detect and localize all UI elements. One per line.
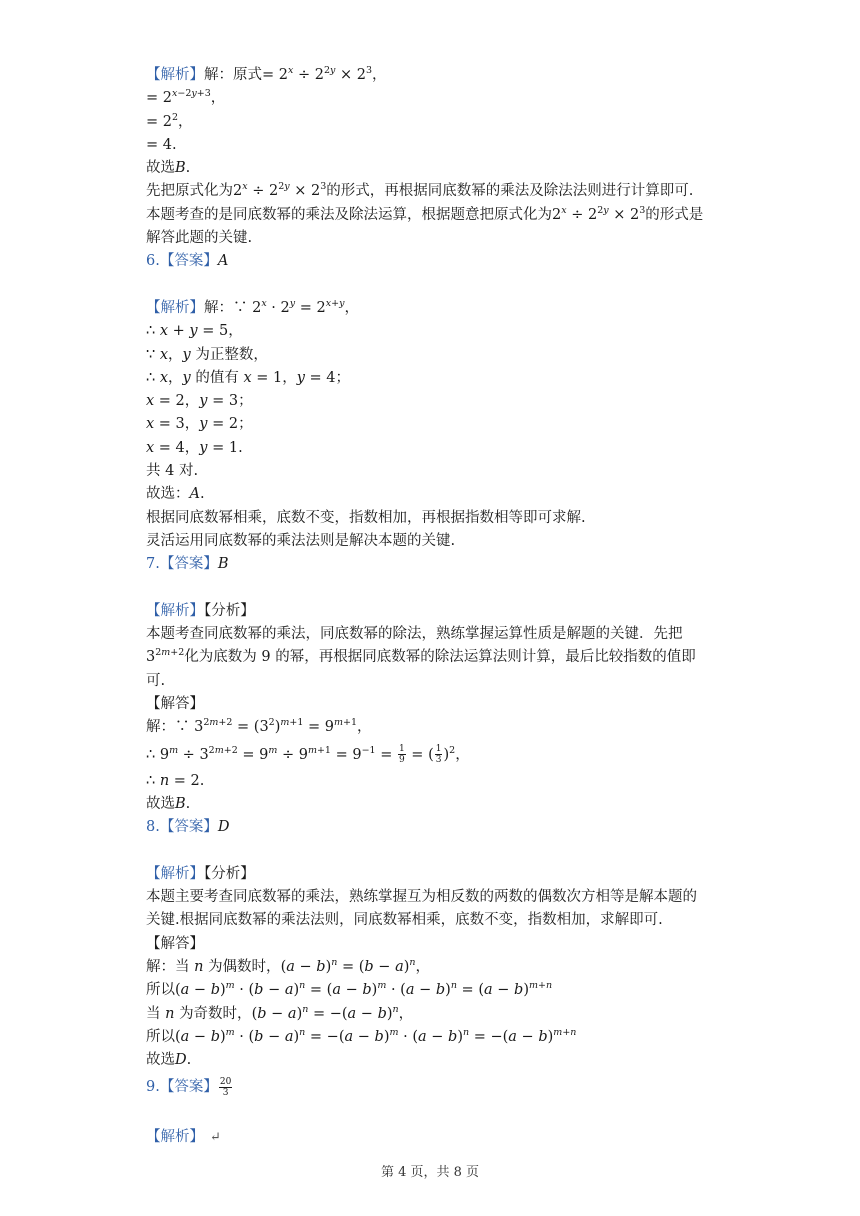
q5-expl-line-2: = $2^{x-2y+3}$， bbox=[146, 88, 226, 107]
q7-solution-label: 【解答】 bbox=[146, 696, 204, 713]
q5-formula-1: $2^x \div 2^{2y} \times 2^3$， bbox=[274, 65, 387, 83]
paragraph-return-icon: ↵ bbox=[210, 1129, 221, 1145]
q6-summary-line: 灵活运用同底数幂的乘法法则是解决本题的关键. bbox=[146, 532, 456, 549]
q8-solution-label: 【解答】 bbox=[146, 935, 204, 952]
q7-expl-label: 【解析】 bbox=[146, 602, 204, 619]
q6-expl-line-7: x = 4，y = 1. bbox=[146, 439, 243, 456]
q7-solution-line-1: 解：∵ $3^{2m+2} = (3^2)^{m+1} = 9^{m+1}$， bbox=[146, 717, 372, 736]
q7-solution-line-3: ∴ n = 2. bbox=[146, 772, 205, 789]
q6-expl-line-1: 【解析】解：∵ $2^x \cdot 2^y = 2^{x+y}$， bbox=[146, 297, 359, 316]
q6-answer: 6.【答案】A bbox=[146, 253, 229, 270]
q7-solution-line-2: ∴ $9^m \div 3^{2m+2} = 9^m \div 9^{m+1} = 9^{-1}$ = $\frac{1}{9}$ = ( $\frac{1}{3}$ )$^2$， bbox=[146, 744, 470, 766]
q6-expl-line-6: x = 3，y = 2； bbox=[146, 416, 253, 433]
q8-expl-label: 【解析】 bbox=[146, 865, 204, 882]
q6-answer-label: 【答案】 bbox=[159, 253, 218, 270]
q7-expl-header bbox=[146, 600, 726, 623]
q8-expl-header bbox=[146, 863, 726, 886]
q8-conclusion: 故选D. bbox=[146, 1052, 192, 1069]
q9-answer-label: 【答案】 bbox=[159, 1079, 218, 1096]
q8-solution-line-4: 所以$(a - b)^m \cdot (b - a)^n = -(a - b)^m \cdot (a - b)^n = -(a - b)^{m+n}$ bbox=[146, 1026, 577, 1045]
q9-expl-line bbox=[146, 1126, 726, 1149]
q5-summary-line-2: 解答此题的关键. bbox=[146, 230, 253, 247]
q8-solution-line-1: 解：当 n 为偶数时，$(a - b)^n = (b - a)^n$， bbox=[146, 956, 431, 975]
q6-expl-line-4: ∴ x，y 的值有 x = 1，y = 4； bbox=[146, 369, 351, 386]
q6-expl-line-3: ∵ x，y 为正整数， bbox=[146, 346, 268, 363]
q8-answer: 8.【答案】D bbox=[146, 819, 230, 836]
q8-answer-value: D bbox=[217, 819, 230, 836]
q5-expl-line-1: 【解析】解：原式= $2^x \div 2^{2y} \times 2^3$， bbox=[146, 65, 387, 83]
q6-expl-line-5: x = 2，y = 3； bbox=[146, 393, 253, 410]
q8-solution-line-2: 所以$(a - b)^m \cdot (b - a)^n = (a - b)^m \cdot (a - b)^n = (a - b)^{m+n}$ bbox=[146, 980, 553, 999]
q9-answer: 9.【答案】 $\frac{20}{3}$ bbox=[146, 1076, 232, 1098]
q6-count: 共 4 对. bbox=[146, 463, 199, 480]
q5-expl-label: 【解析】 bbox=[146, 67, 204, 83]
q7-answer-value: B bbox=[217, 556, 229, 573]
page-footer: 第 4 页，共 8 页 bbox=[380, 1165, 480, 1180]
q5-expl-line-4: = 4. bbox=[146, 136, 177, 153]
q7-analysis-label: 【分析】 bbox=[204, 602, 255, 619]
q5-conclusion: 故选B. bbox=[146, 160, 191, 177]
q8-analysis-line-1: 本题主要考查同底数幂的乘法，熟练掌握互为相反数的两数的偶数次方相等是解本题的 bbox=[146, 889, 697, 906]
q8-analysis-line-2: 关键.根据同底数幂的乘法法则，同底数幂相乘，底数不变，指数相加，求解即可. bbox=[146, 912, 663, 929]
q5-expl-line-3: = $2^2$， bbox=[146, 111, 193, 130]
q8-analysis-label: 【分析】 bbox=[204, 865, 255, 882]
q7-analysis-line-3: 可. bbox=[146, 672, 166, 689]
q6-expl-label: 【解析】 bbox=[146, 299, 204, 316]
q5-summary-line-1: 本题考查的是同底数幂的乘法及除法运算，根据题意把原式化为$2^x \div 2^{2y} \times 2^3$的形式是 bbox=[146, 204, 704, 223]
q5-method-line: 先把原式化为$2^x \div 2^{2y} \times 2^3$的形式，再根据同底数幂的乘法及除法法则进行计算即可. bbox=[146, 181, 694, 200]
page-content bbox=[146, 64, 726, 1149]
q7-answer-label: 【答案】 bbox=[159, 556, 218, 573]
q6-conclusion: 故选：A. bbox=[146, 486, 205, 503]
q7-answer: 7.【答案】B bbox=[146, 556, 229, 573]
q6-method-line: 根据同底数幂相乘，底数不变，指数相加，再根据指数相等即可求解. bbox=[146, 509, 586, 526]
q6-answer-value: A bbox=[217, 253, 229, 270]
q7-analysis-line-2: $3^{2m+2}$化为底数为 9 的幂，再根据同底数幂的除法运算法则计算，最后比较指数的值即 bbox=[146, 647, 696, 666]
q8-answer-label: 【答案】 bbox=[159, 819, 218, 836]
q6-expl-line-2: ∴ x + y = 5， bbox=[146, 323, 243, 340]
q9-expl-label: 【解析】 bbox=[146, 1128, 204, 1145]
q7-conclusion: 故选B. bbox=[146, 795, 191, 812]
q9-answer-fraction: $\frac{20}{3}$ bbox=[219, 1076, 232, 1098]
q8-solution-line-3: 当 n 为奇数时，$(b - a)^n = -(a - b)^n$， bbox=[146, 1003, 414, 1022]
q7-analysis-line-1: 本题考查同底数幂的乘法，同底数幂的除法，熟练掌握运算性质是解题的关键．先把 bbox=[146, 626, 683, 643]
